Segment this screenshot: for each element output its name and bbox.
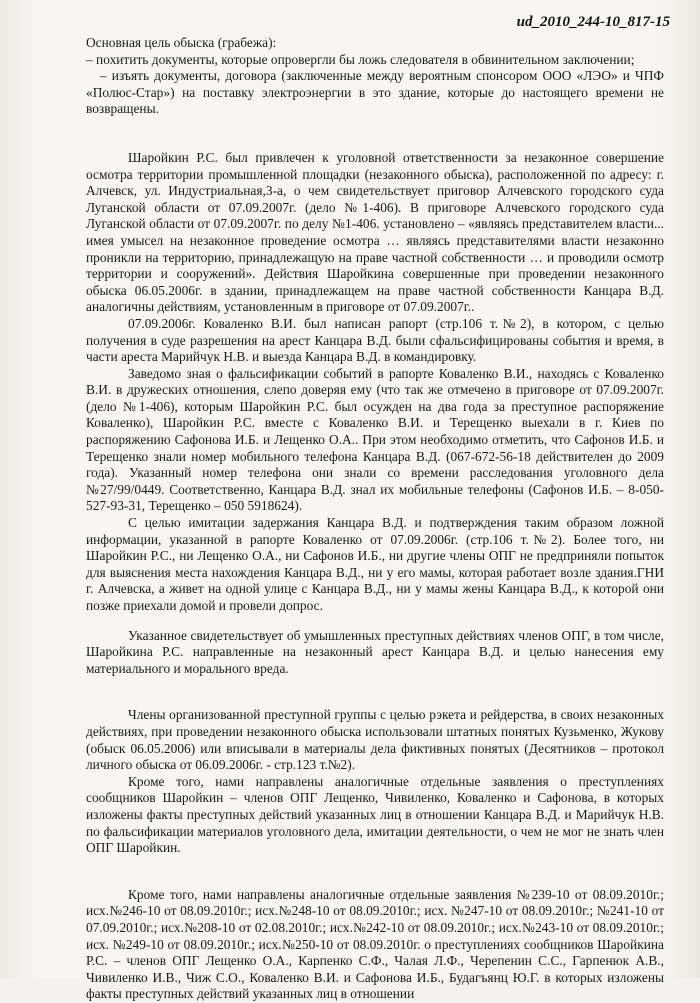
paragraph-conclusion: Указанное свидетельствует об умышленных преступных действиях членов ОПГ, в том числе, Шаройкина Р.С. направленные на незаконный арест Канцара В.Д. и целью нанесения ему материального и морального вреда. [86,627,664,676]
paragraph-sharoykin-liability: Шаройкин Р.С. был привлечен к уголовной ответственности за незаконное совершение осмотра территории промышленной площадки (незаконного обыска), расположенной по адресу: г. Алчевск, ул. Индустриальная,3-а, о чем свидетельствует приговор Алчевского городского суда Луганской области от 07.09.2007г. (дело №1-406). В приговоре Алчевского городского суда Луганской области от 07.09.2007г. по делу №1-406. установлено – «являясь представителем власти... имея умысел на незаконное проведение осмотра … являясь представителями власти незаконно проникли на территорию, принадлежащую на праве частной собственности … и проводили осмотр территории и сооружений». Действия Шаройкина совершенные при проведении незаконного обыска 06.05.2006г. в здании, принадлежащем на праве частной собственности Канцара В.Д. аналогичны действиям, установленным в приговоре от 07.09.2007г.. [86,149,664,315]
paragraph-witnesses: Члены организованной преступной группы с целью рэкета и рейдерства, в своих незаконных действиях, при проведении незаконного обыска использовали штатных понятых Кузьменко, Жукову (обыск 06.05.2006) или вписывали в материалы дела фиктивных понятых (Десятников – протокол личного обыска от 06.09.2006г. - стр.123 т.№2). [86,707,664,773]
paragraph-goal-heading: Основная цель обыска (грабежа): [86,35,277,50]
paragraph-falsification: Заведомо зная о фальсификации событий в рапорте Коваленко В.И., находясь с Коваленко В.И. в дружеских отношения, слепо доверяя ему (что так же отмечено в приговоре от 07.09.2007г. (дело №1-406), которым Шаройкин Р.С. был осужден на два года за преступное распоряжение Коваленко), Шаройкин Р.С. вместе с Коваленко В.И. и Терещенко выехали в г. Киев по распоряжению Сафонова И.Б. и Лещенко О.А.. При этом необходимо отметить, что Сафонов И.Б. и Терещенко знали номер мобильного телефона Канцара В.Д. (067-672-56-18 действителен до 2009 года). Указанный номер телефона они знали со времени расследования уголовного дела №27/99/0449. Соответственно, Канцара В.Д. знал их мобильные телефоны (Сафонов И.Б. – 8-050-527-93-31, Терещенко – 050 5918624). [86,365,664,514]
paragraph-statements: Кроме того, нами направлены аналогичные отдельные заявления о преступлениях сообщников Шаройкин – членов ОПГ Лещенко, Чивиленко, Коваленко и Сафонова, в которых изложены факты преступных действий указанных лиц в отношении Канцара В.Д. и Марийчук Н.В. по фальсификации материалов уголовного дела, имитации деятельности, о чем не мог не знать член ОПГ Шаройкин. [86,773,664,856]
paragraph-goal-2: – изъять документы, договора (заключенные между вероятным спонсором ООО «ЛЭО» и ЧПФ «Полюс-Стар») на поставку электроэнергии в это здание, которые до настоящего времени не возвращены. [86,68,664,117]
document-body [86,35,664,1003]
document-id: ud_2010_244-10_817-15 [516,14,670,30]
paragraph-imitation: С целью имитации задержания Канцара В.Д. и подтверждения таким образом ложной информации, указанной в рапорте Коваленко от 07.09.2006г. (стр.106 т.№2). Более того, ни Шаройкин Р.С., ни Лещенко О.А., ни Сафонов И.Б., ни другие члены ОПГ не предприняли попыток для выяснения места нахождения Канцара В.Д., ни у его мамы, которая работает возле здания.ГНИ г. Алчевска, а живет на одной улице с Канцара В.Д., ни у мамы жены Канцара В.Д., к которой они позже приехали домой и провели допрос. [86,515,664,613]
paragraph-goal-1: – похитить документы, которые опровергли бы ложь следователя в обвинительном заключении; [86,51,635,67]
paragraph-statements-list: Кроме того, нами направлены аналогичные отдельные заявления №239-10 от 08.09.2010г.; исх.№246-10 от 08.09.2010г.; исх.№248-10 от 08.09.2010г.; исх. №247-10 от 08.09.2010г.; №241-10 от 07.09.2010г.; исх.№208-10 от 02.08.2010г.; исх.№242-10 от 08.09.2010г.; исх.№243-10 от 08.09.2010г.; исх. №249-10 от 08.09.2010г.; исх.№250-10 от 08.09.2010г. о преступлениях сообщников Шаройкина Р.С. – членов ОПГ Лещенко О.А., Карпенко С.Ф., Чалая Л.Ф., Черепенин С.С., Гарпенюк А.В., Чивиленко И.В., Чиж С.О., Коваленко В.И. и Сафонова И.Б., Будагъянц Ю.Г. в которых изложены факты преступных действий указанных лиц в отношении [86,886,664,1002]
paragraph-report-kovalenko: 07.09.2006г. Коваленко В.И. был написан рапорт (стр.106 т.№2), в котором, с целью получения в суде разрешения на арест Канцара В.Д. были сфальсифицированы события и время, в части ареста Марийчук Н.В. и выезда Канцара В.Д. в командировку. [86,315,664,365]
